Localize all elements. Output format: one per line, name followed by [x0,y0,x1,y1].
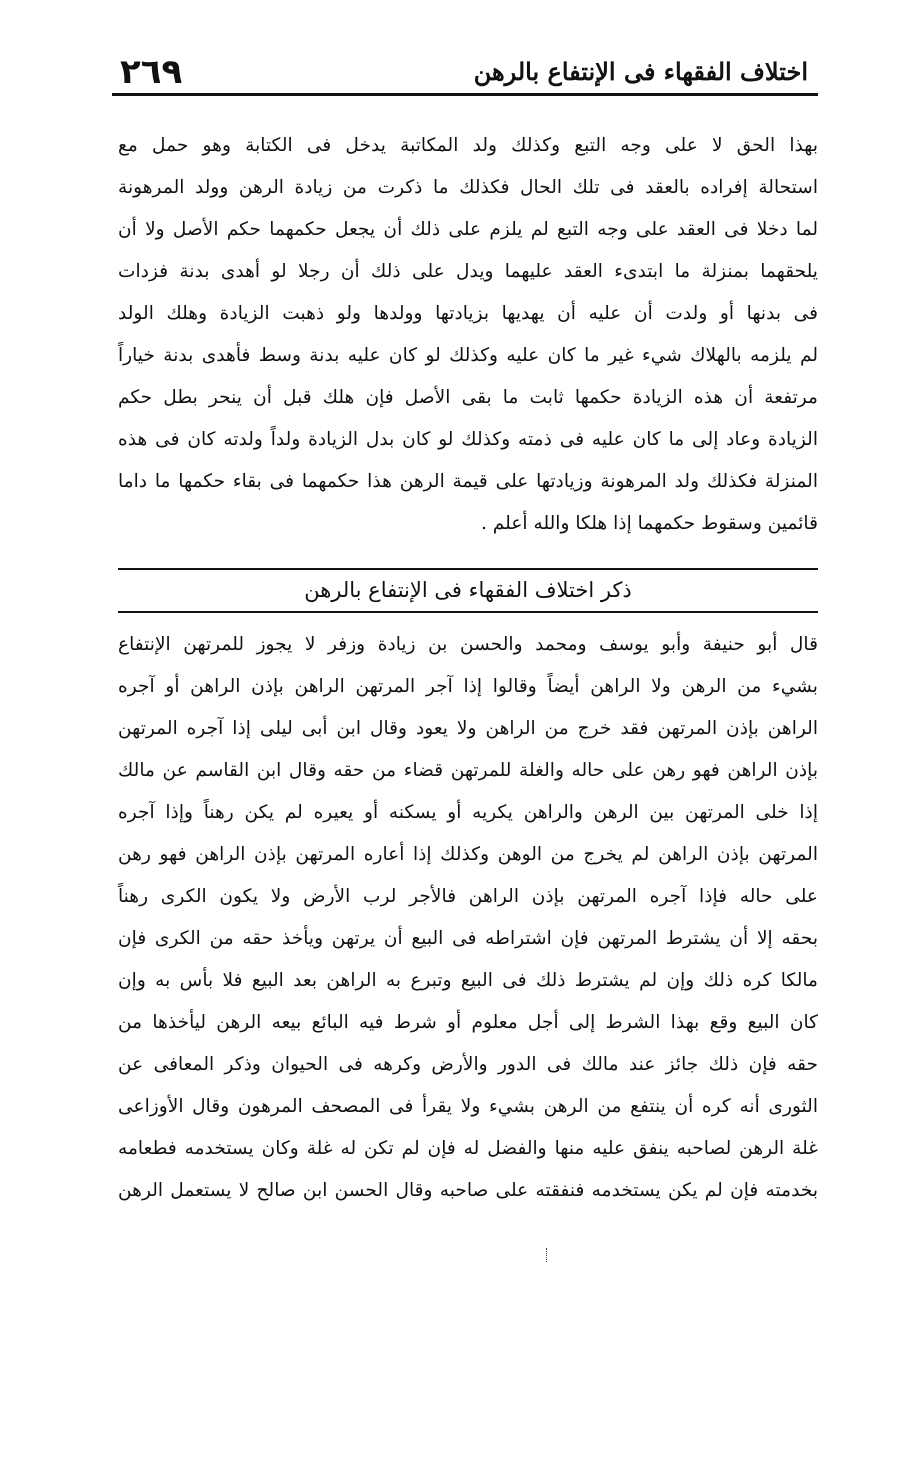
text-line: مرتفعة أن هذه الزيادة حكمها ثابت ما بقى الأصل فإن هلك قبل أن ينحر بطل حكم [118,387,818,408]
text-line: مالكا كره ذلك وإن لم يشترط ذلك فى البيع وتبرع به الراهن بعد البيع فلا بأس به وإن [118,970,818,991]
section-rule-bottom [118,611,818,613]
text-line: المنزلة فكذلك ولد المرهونة وزيادتها على قيمة الرهن هذا حكمهما فى بقاء حكمها ما داما [118,471,818,492]
section-rule-top [118,568,818,570]
text-line: لم يلزمه بالهلاك شيء غير ما كان عليه وكذلك لو كان عليه بدنة وسط فأهدى بدنة خياراً [118,345,818,366]
text-line: استحالة إفراده بالعقد فى تلك الحال فكذلك ما ذكرت من زيادة الرهن وولد المرهونة [118,177,818,198]
running-title: اختلاف الفقهاء فى الإنتفاع بالرهن [473,57,808,86]
text-line: على حاله فإذا آجره المرتهن بإذن الراهن فالأجر لرب الأرض ولا يكون الكرى رهناً [118,886,818,907]
text-line: بهذا الحق لا على وجه التبع وكذلك ولد المكاتبة يدخل فى الكتابة وهو حمل مع [118,135,818,156]
section-heading: ذكر اختلاف الفقهاء فى الإنتفاع بالرهن [304,578,632,602]
page-header [112,50,818,96]
text-line: الثورى أنه كره أن ينتفع من الرهن بشيء ولا يقرأ فى المصحف المرهون وقال الأوزاعى [118,1096,818,1117]
text-line: كان البيع وقع بهذا الشرط إلى أجل معلوم أو شرط فيه البائع بيعه الرهن ليأخذها من [118,1012,818,1033]
text-line: غلة الرهن لصاحبه ينفق عليه منها والفضل له فإن لم تكن له غلة وكان يستخدمه فطعامه [118,1138,818,1159]
text-line: يلحقهما بمنزلة ما ابتدىء العقد عليهما ويدل على ذلك أن رجلا لو أهدى بدنة فزدات [118,261,818,282]
text-line: بشيء من الرهن ولا الراهن أيضاً وقالوا إذا آجر المرتهن الراهن بإذن الراهن أو آجره [118,676,818,697]
text-line: حقه فإن ذلك جائز عند مالك فى الدور والأرض وكرهه فى الحيوان وذكر المعافى عن [118,1054,818,1075]
text-line: بخدمته فإن لم يكن يستخدمه فنفقته على صاحبه وقال الحسن ابن صالح لا يستعمل الرهن [118,1180,818,1201]
text-line: فى بدنها أو ولدت أن عليه أن يهديها بزيادتها وولدها ولو ذهبت الزيادة وهلك الولد [118,303,818,324]
text-line: المرتهن بإذن الراهن لم يخرج من الوهن وكذلك إذا أعاره المرتهن بإذن الراهن فهو رهن [118,844,818,865]
header-rule [112,93,818,96]
text-line: قائمين وسقوط حكمهما إذا هلكا والله أعلم . [480,513,818,534]
page-number: ٢٦٩ [120,52,183,92]
text-line: قال أبو حنيفة وأبو يوسف ومحمد والحسن بن زيادة وزفر لا يجوز للمرتهن الإنتفاع [118,634,818,655]
text-line: إذا خلى المرتهن بين الرهن والراهن يكريه أو يسكنه أو يعيره لم يكن رهناً وإذا آجره [118,802,818,823]
text-line: بإذن الراهن فهو رهن على حاله والغلة للمرتهن قضاء من حقه وقال ابن القاسم عن مالك [118,760,818,781]
text-line: الراهن بإذن المرتهن فقد خرج من الراهن ولا يعود وقال ابن أبى ليلى إذا آجره المرتهن [118,718,818,739]
paragraph-main [118,624,818,1212]
paragraph-continued [118,125,818,545]
text-line: بحقه إلا أن يشترط المرتهن فإن اشتراطه فى البيع أن يرتهن ويأخذ حقه من الكرى فإن [118,928,818,949]
text-line: الزيادة وعاد إلى ما كان عليه فى ذمته وكذلك لو كان بدل الزيادة ولداً ولدته كان فى هذه [118,429,818,450]
text-line: لما دخلا فى العقد على وجه التبع لم يلزم على ذلك أن يجعل حكمهما حكم الأصل ولا أن [118,219,818,240]
scan-mark [546,1248,548,1262]
